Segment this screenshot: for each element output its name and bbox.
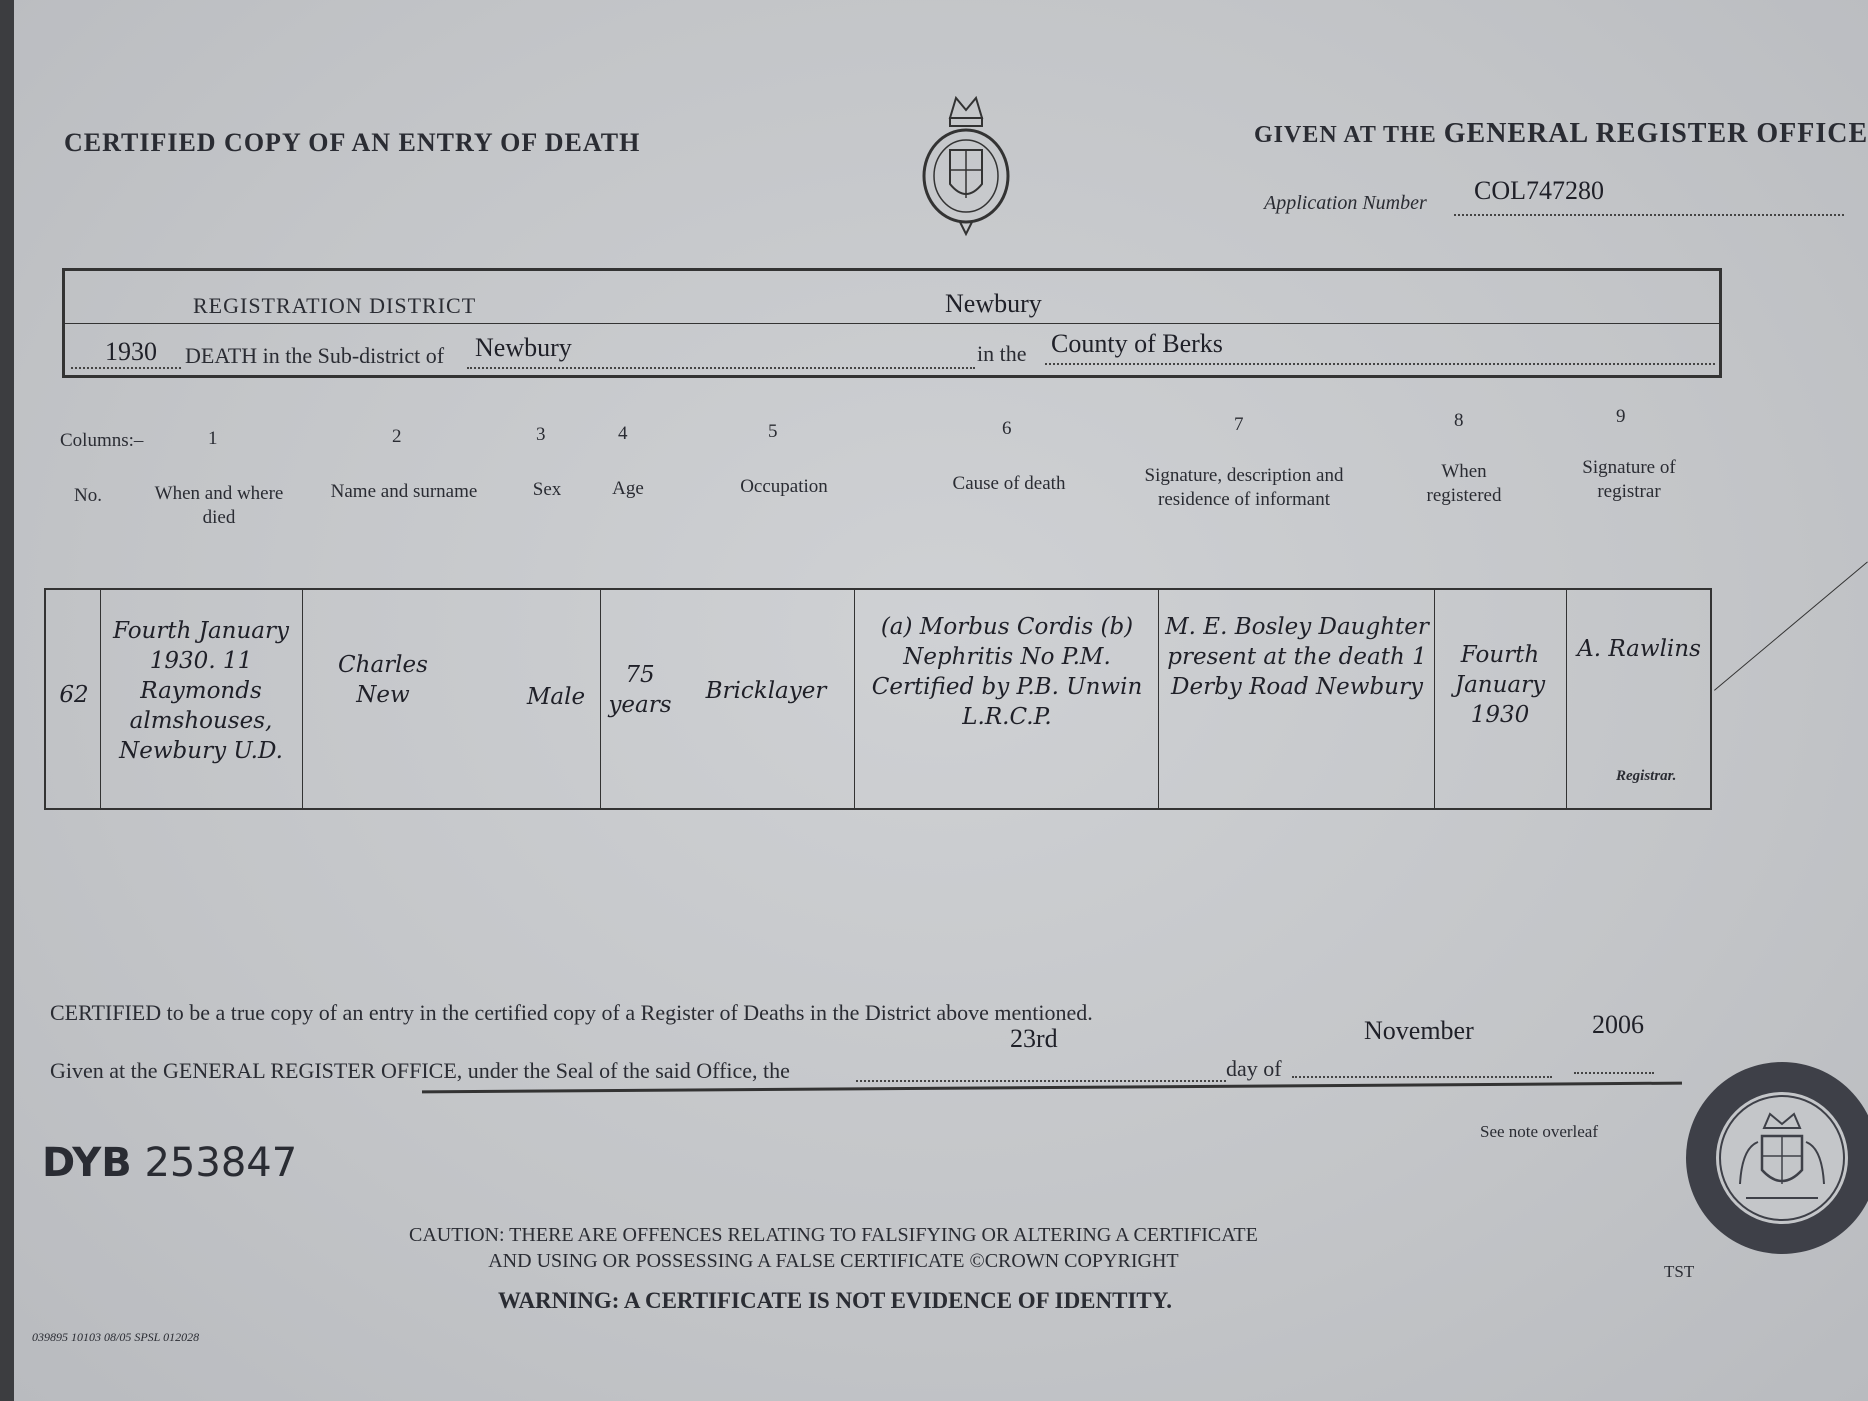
certification-statement: CERTIFIED to be a true copy of an entry in the certified copy of a Register of Deaths in the District above mentioned. (50, 1000, 1093, 1025)
subdistrict-dotted-line (467, 367, 975, 369)
tst-mark: TST (1664, 1262, 1695, 1281)
certificate-serial (42, 1140, 297, 1186)
county-value: County of Berks (1051, 329, 1223, 358)
office-name: GENERAL REGISTER OFFICE (1443, 118, 1868, 149)
column-divider (1434, 590, 1435, 808)
column-number-8: 8 (1454, 410, 1464, 431)
registration-box (62, 268, 1722, 378)
entry-number: 62 (59, 682, 89, 708)
certification-year: 2006 (1592, 1010, 1644, 1039)
entry-registrar-signature: A. Rawlins (1577, 636, 1701, 662)
entry-table-row (44, 588, 1712, 810)
serial-prefix: DYB (42, 1140, 132, 1186)
column-number-9: 9 (1616, 406, 1626, 427)
registrar-label: Registrar. (1616, 768, 1677, 784)
given-at-prefix: GIVEN AT THE (1254, 122, 1437, 148)
column-header-cause: Cause of death (952, 473, 1066, 494)
application-number-value: COL747280 (1474, 176, 1604, 205)
certification-given-line (50, 1058, 790, 1084)
footer-print-code: 039895 10103 08/05 SPSL 012028 (32, 1330, 200, 1344)
column-header-sex: Sex (532, 479, 562, 500)
column-number-6: 6 (1002, 418, 1012, 439)
registration-district-label: REGISTRATION DISTRICT (193, 293, 477, 318)
subdistrict-value: Newbury (475, 333, 572, 362)
column-header-informant: Signature, description and residence of informant (1144, 465, 1344, 510)
entry-age: 75 years (608, 662, 672, 718)
certification-month: November (1364, 1016, 1474, 1045)
column-header-registrar: Signature of registrar (1582, 457, 1676, 502)
column-number-1: 1 (208, 428, 218, 449)
general-register-seal-icon (1682, 1058, 1868, 1258)
given-at-header (1254, 118, 1868, 150)
document-title: CERTIFIED COPY OF AN ENTRY OF DEATH (64, 128, 641, 157)
entry-sex: Male (526, 684, 586, 710)
column-header-when-registered: When registered (1426, 461, 1502, 506)
day-dotted-line (856, 1080, 1226, 1082)
columns-label: Columns:– (60, 430, 144, 451)
caution-line-1: CAUTION: THERE ARE OFFENCES RELATING TO FALSIFYING OR ALTERING A CERTIFICATE (409, 1224, 1258, 1246)
county-dotted-line (1045, 363, 1715, 365)
given-prefix: Given at the GENERAL REGISTER OFFICE, under the Seal of the said Office, the (50, 1058, 790, 1083)
diagonal-cancel-stroke (1714, 561, 1868, 690)
registration-district-value: Newbury (945, 289, 1042, 318)
year-dotted-line (1574, 1072, 1654, 1074)
column-divider (854, 590, 855, 808)
certificate-sheet (14, 0, 1868, 1401)
serial-number: 253847 (144, 1140, 298, 1186)
column-number-7: 7 (1234, 414, 1244, 435)
column-header-occupation: Occupation (740, 476, 828, 497)
royal-crest-icon (920, 88, 1012, 238)
column-header-name: Name and surname (330, 481, 478, 502)
caution-notice (409, 1222, 1258, 1274)
application-number-label: Application Number (1264, 192, 1427, 214)
month-dotted-line (1292, 1076, 1552, 1078)
entry-when-where: Fourth January 1930. 11 Raymonds almshouses, Newbury U.D. (113, 618, 289, 764)
see-note-overleaf: See note overleaf (1480, 1122, 1598, 1141)
column-divider (1566, 590, 1567, 808)
entry-when-registered: Fourth January 1930 (1454, 642, 1546, 728)
column-number-5: 5 (768, 421, 778, 442)
column-divider (1158, 590, 1159, 808)
day-of-label: day of (1226, 1056, 1282, 1081)
column-number-4: 4 (618, 423, 628, 444)
entry-cause-of-death: (a) Morbus Cordis (b) Nephritis No P.M. Certified by P.B. Unwin L.R.C.P. (871, 614, 1143, 730)
identity-warning: WARNING: A CERTIFICATE IS NOT EVIDENCE OF IDENTITY. (498, 1288, 1173, 1313)
column-header-age: Age (612, 478, 644, 499)
column-number-3: 3 (536, 424, 546, 445)
column-divider (100, 590, 101, 808)
entry-name: Charles New (338, 652, 428, 708)
caution-line-2: AND USING OR POSSESSING A FALSE CERTIFICATE ©CROWN COPYRIGHT (488, 1250, 1179, 1272)
registration-year: 1930 (105, 337, 157, 366)
subdistrict-label: DEATH in the Sub-district of (185, 343, 445, 368)
column-divider (302, 590, 303, 808)
column-header-no: No. (74, 485, 102, 506)
column-divider (600, 590, 601, 808)
in-the-label: in the (977, 341, 1027, 366)
column-header-when-where: When and where died (154, 483, 284, 528)
entry-informant: M. E. Bosley Daughter present at the death 1 Derby Road Newbury (1165, 614, 1429, 700)
application-number-line (1454, 214, 1844, 216)
registration-divider (65, 323, 1719, 324)
column-number-2: 2 (392, 426, 402, 447)
certification-day: 23rd (1010, 1024, 1058, 1053)
year-dotted-line (71, 367, 181, 369)
entry-occupation: Bricklayer (705, 678, 827, 704)
